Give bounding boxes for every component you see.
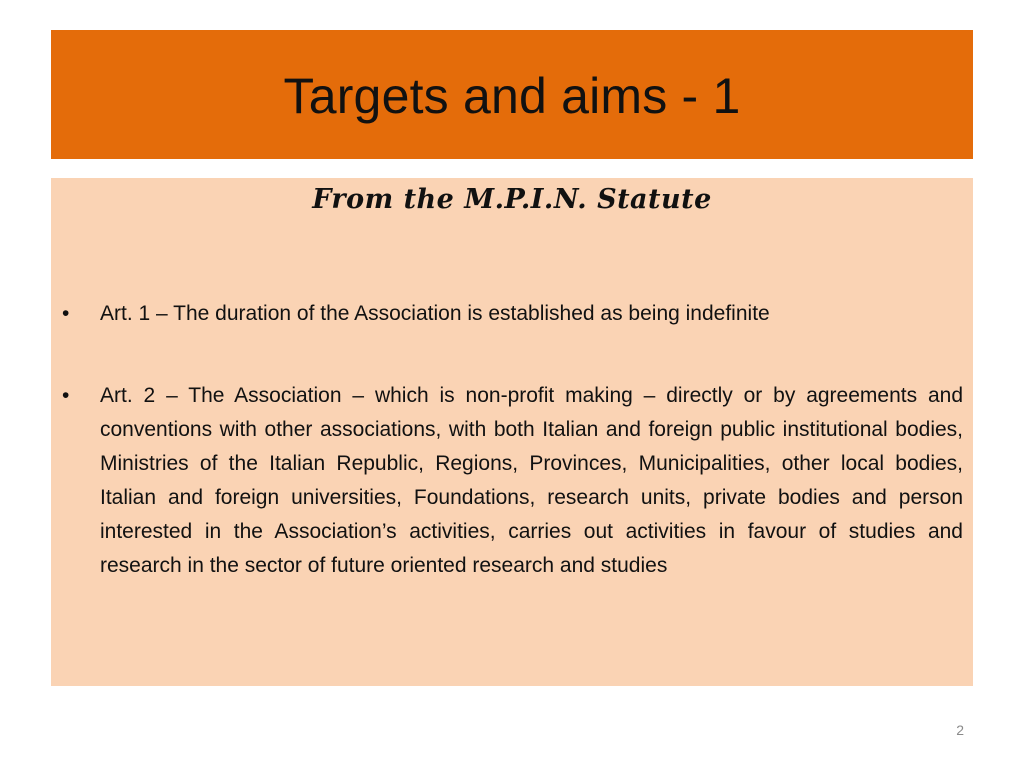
bullet-marker: • (62, 302, 70, 325)
slide-subtitle: From the M.P.I.N. Statute (312, 184, 712, 215)
content-box (51, 178, 973, 686)
title-bar (51, 30, 973, 159)
slide-title: Targets and aims - 1 (283, 67, 741, 124)
bullet-item (55, 297, 963, 331)
bullet-marker: • (62, 384, 70, 407)
bullet-text: Art. 2 – The Association – which is non-profit making – directly or by agreements and conventions with other associations, with both Italian and foreign public institutional bodies, Ministries of the Italian Republic, Regions, Provinces, Municipalities, other local bodies, Italian and foreign universities, Foundations, research units, private bodies and person interested in the Association’s activities, carries out activities in favour of studies and research in the sector of future oriented research and studies (100, 384, 963, 577)
bullet-text: Art. 1 – The duration of the Association is established as being indefinite (100, 302, 770, 325)
page-number: 2 (956, 722, 964, 738)
bullet-item (55, 379, 963, 583)
